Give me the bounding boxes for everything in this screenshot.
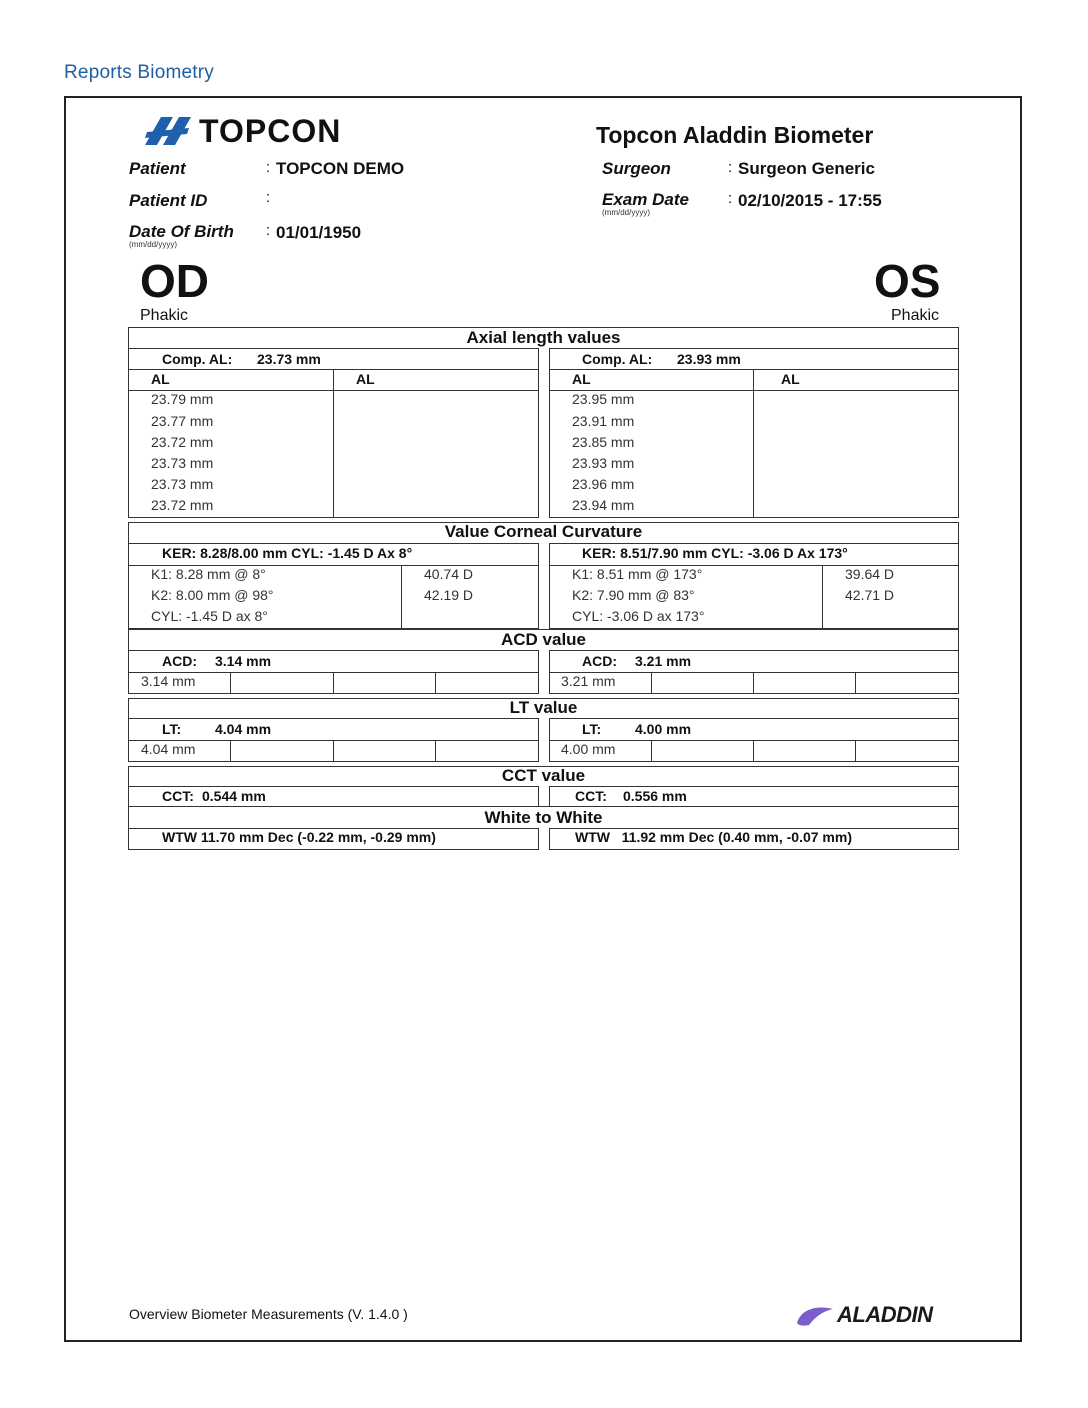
od-ker-summary: KER: 8.28/8.00 mm CYL: -1.45 D Ax 8° <box>162 545 413 561</box>
patient-label: Patient <box>129 159 186 178</box>
os-cyl: CYL: -3.06 D ax 173° <box>572 608 705 624</box>
od-acd-label: ACD: <box>162 653 197 669</box>
divider <box>333 369 334 518</box>
os-wtw: WTW 11.92 mm Dec (0.40 mm, -0.07 mm) <box>575 829 852 845</box>
corneal-title: Value Corneal Curvature <box>444 522 643 541</box>
os-acd-cell: 3.21 mm <box>561 673 616 689</box>
dob-label: Date Of Birth <box>129 222 234 241</box>
os-al-value: 23.85 mm <box>572 434 635 450</box>
divider <box>128 806 959 807</box>
dob-format: (mm/dd/yyyy) <box>129 240 177 249</box>
os-al-header-1: AL <box>572 371 591 387</box>
axial-title: Axial length values <box>466 328 621 347</box>
divider <box>333 740 334 762</box>
od-cct-label: CCT: <box>162 788 194 804</box>
od-acd-value: 3.14 mm <box>215 653 272 669</box>
od-k1-diopter: 40.74 D <box>424 566 474 582</box>
patient-id-label: Patient ID <box>129 191 208 210</box>
exam-date-label: Exam Date <box>602 190 689 209</box>
os-cct-label: CCT: <box>575 788 607 804</box>
column-gap <box>538 348 550 518</box>
divider <box>753 672 754 694</box>
od-al-value: 23.73 mm <box>151 455 214 471</box>
os-al-value: 23.95 mm <box>572 391 635 407</box>
os-al-header-2: AL <box>781 371 800 387</box>
os-al-value: 23.93 mm <box>572 455 635 471</box>
os-comp-al-value: 23.93 mm <box>677 351 741 367</box>
od-lt-value: 4.04 mm <box>215 721 272 737</box>
brand-text: ALADDIN <box>837 1302 933 1327</box>
od-cct-value: 0.544 mm <box>202 788 266 804</box>
od-cyl: CYL: -1.45 D ax 8° <box>151 608 268 624</box>
exam-date-value: 02/10/2015 - 17:55 <box>738 191 882 210</box>
divider <box>651 672 652 694</box>
os-al-value: 23.91 mm <box>572 413 635 429</box>
os-ker-summary: KER: 8.51/7.90 mm CYL: -3.06 D Ax 173° <box>582 545 848 561</box>
aladdin-logo <box>795 1302 933 1328</box>
patient-id-colon: : <box>266 189 271 206</box>
os-k2-diopter: 42.71 D <box>845 587 895 603</box>
divider <box>435 672 436 694</box>
os-comp-al-label: Comp. AL: <box>582 351 653 367</box>
os-k1: K1: 8.51 mm @ 173° <box>572 566 703 582</box>
exam-date-colon: : <box>728 190 733 207</box>
od-lt-label: LT: <box>162 721 182 737</box>
od-status: Phakic <box>140 307 189 324</box>
divider <box>401 565 402 629</box>
od-al-value: 23.77 mm <box>151 413 214 429</box>
od-al-header-1: AL <box>151 371 170 387</box>
acd-title: ACD value <box>500 630 587 649</box>
od-k2: K2: 8.00 mm @ 98° <box>151 587 274 603</box>
os-k2: K2: 7.90 mm @ 83° <box>572 587 695 603</box>
os-al-value: 23.94 mm <box>572 497 635 513</box>
divider <box>855 740 856 762</box>
od-al-value: 23.72 mm <box>151 434 214 450</box>
os-acd-label: ACD: <box>582 653 617 669</box>
divider <box>855 672 856 694</box>
lt-title: LT value <box>509 698 578 717</box>
divider <box>230 672 231 694</box>
dob-value: 01/01/1950 <box>276 223 362 242</box>
patient-colon: : <box>266 159 271 176</box>
device-title: Topcon Aladdin Biometer <box>596 122 874 148</box>
od-al-value: 23.73 mm <box>151 476 214 492</box>
od-lt-cell: 4.04 mm <box>141 741 196 757</box>
aladdin-swoosh-icon <box>795 1303 835 1327</box>
section-title: Reports Biometry <box>64 62 214 83</box>
divider <box>753 369 754 518</box>
os-lt-value: 4.00 mm <box>635 721 692 737</box>
os-lt-cell: 4.00 mm <box>561 741 616 757</box>
divider <box>822 565 823 629</box>
topcon-logo <box>143 113 341 149</box>
od-label: OD <box>140 255 209 307</box>
od-comp-al-label: Comp. AL: <box>162 351 233 367</box>
divider <box>230 740 231 762</box>
column-gap <box>538 828 550 850</box>
os-al-value: 23.96 mm <box>572 476 635 492</box>
cct-title: CCT value <box>501 766 586 785</box>
od-wtw: WTW 11.70 mm Dec (-0.22 mm, -0.29 mm) <box>162 829 436 845</box>
column-gap <box>538 543 550 629</box>
od-al-value: 23.72 mm <box>151 497 214 513</box>
logo-text: TOPCON <box>199 112 342 149</box>
exam-date-format: (mm/dd/yyyy) <box>602 208 650 217</box>
surgeon-label: Surgeon <box>602 159 671 178</box>
surgeon-value: Surgeon Generic <box>738 159 875 178</box>
os-label: OS <box>874 255 941 307</box>
os-lt-label: LT: <box>582 721 602 737</box>
od-k1: K1: 8.28 mm @ 8° <box>151 566 266 582</box>
od-comp-al-value: 23.73 mm <box>257 351 321 367</box>
os-status: Phakic <box>891 307 940 324</box>
column-gap <box>538 650 550 694</box>
column-gap <box>538 786 550 806</box>
divider <box>651 740 652 762</box>
os-acd-value: 3.21 mm <box>635 653 692 669</box>
wtw-title: White to White <box>484 808 603 827</box>
os-k1-diopter: 39.64 D <box>845 566 895 582</box>
od-k2-diopter: 42.19 D <box>424 587 474 603</box>
od-acd-cell: 3.14 mm <box>141 673 196 689</box>
topcon-swoosh-icon <box>143 115 193 147</box>
column-gap <box>538 718 550 762</box>
divider <box>333 672 334 694</box>
od-al-value: 23.79 mm <box>151 391 214 407</box>
divider <box>753 740 754 762</box>
surgeon-colon: : <box>728 159 733 176</box>
divider <box>435 740 436 762</box>
patient-value: TOPCON DEMO <box>276 159 405 178</box>
os-cct-value: 0.556 mm <box>623 788 687 804</box>
od-al-header-2: AL <box>356 371 375 387</box>
footer-text: Overview Biometer Measurements (V. 1.4.0 ) <box>129 1306 408 1322</box>
dob-colon: : <box>266 222 271 239</box>
